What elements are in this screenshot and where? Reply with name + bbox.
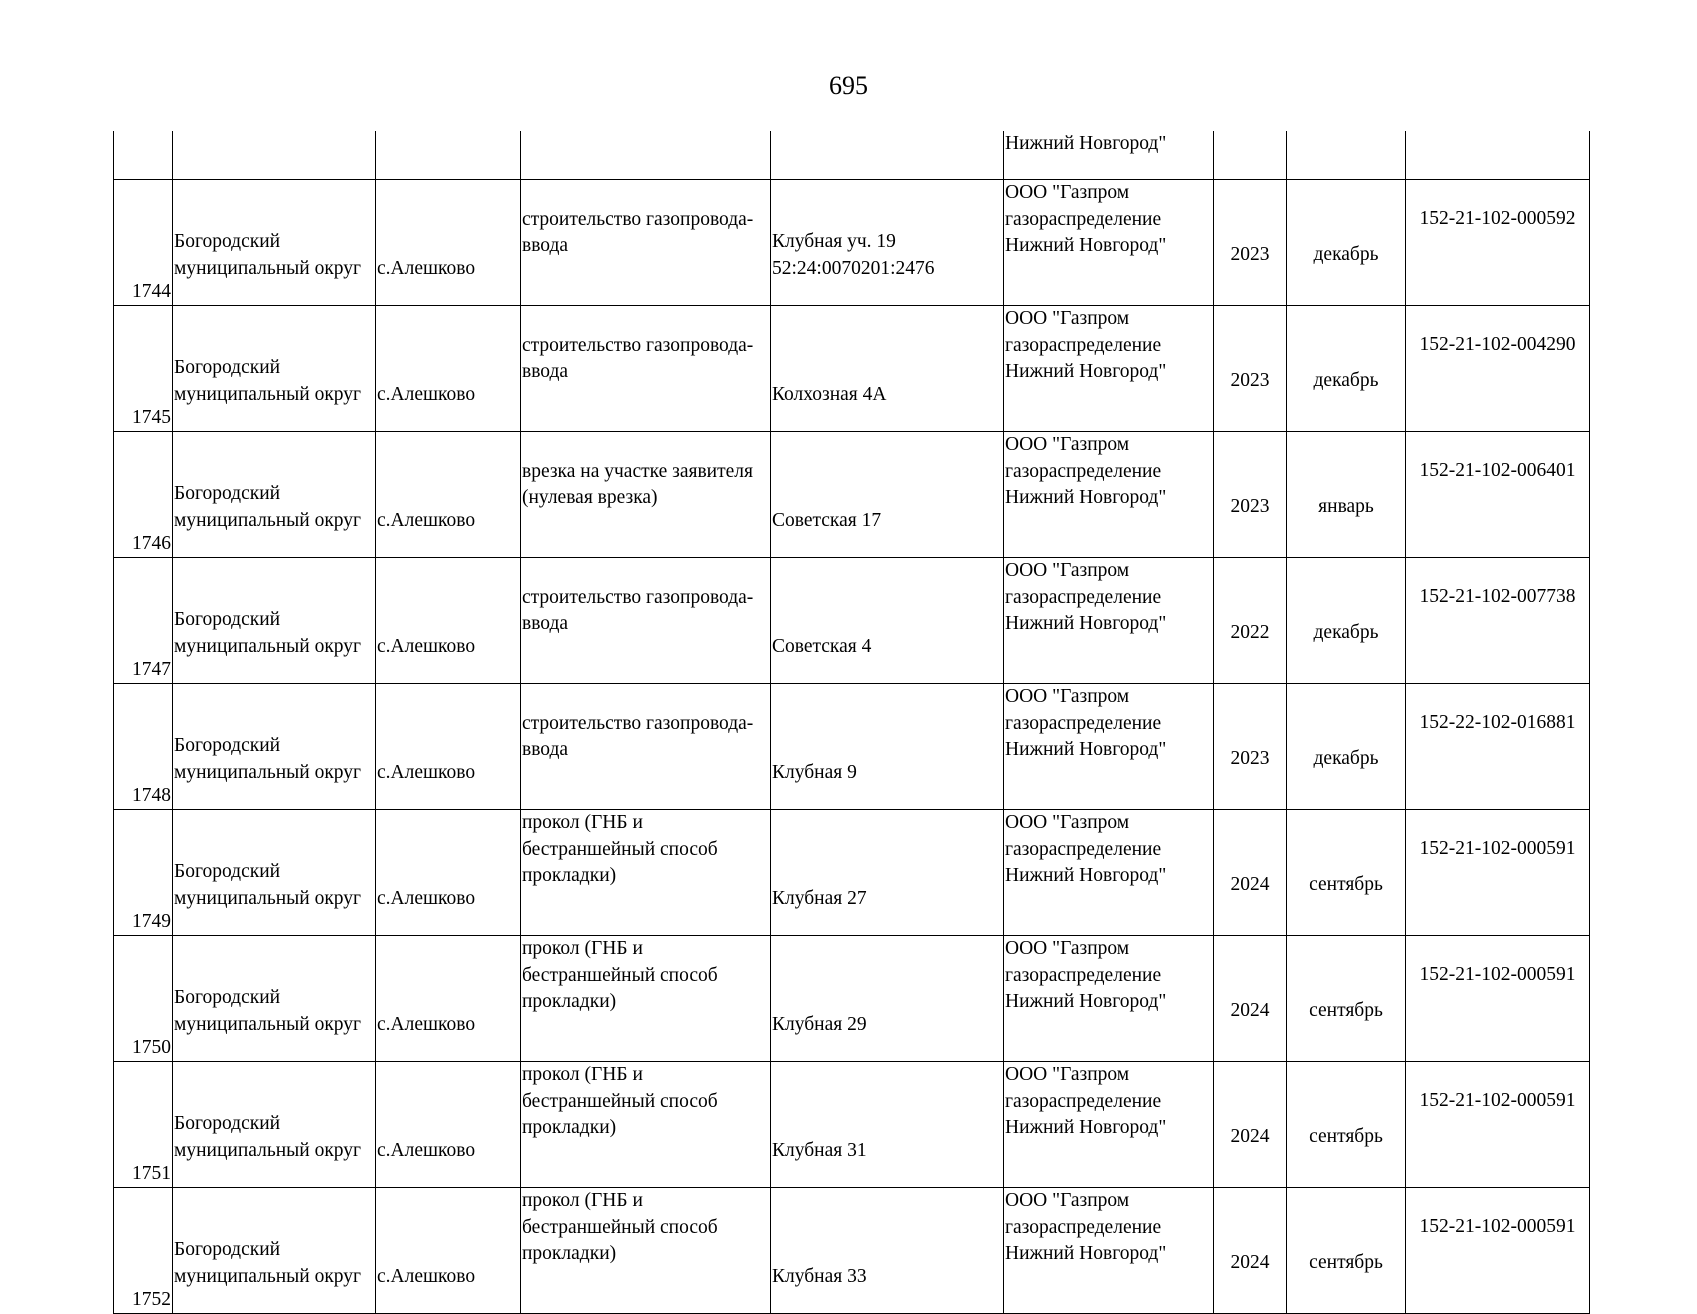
cell-locality: [376, 810, 521, 936]
locality-text: с.Алешково: [377, 1013, 476, 1035]
id-text: 152-21-102-000591: [1419, 838, 1576, 859]
cell-org: [1004, 306, 1214, 432]
org-line: газораспределение: [1005, 208, 1162, 230]
cell-org: [1004, 131, 1214, 180]
work-line: прокол (ГНБ и: [522, 938, 643, 959]
district-line: Богородский: [174, 609, 281, 630]
year-text: 2023: [1230, 370, 1270, 392]
cell-year: [1214, 1062, 1287, 1188]
cell-month: [1287, 1062, 1406, 1188]
cell-month: [1287, 1188, 1406, 1314]
cell-month: [1287, 558, 1406, 684]
cell-month: [1287, 432, 1406, 558]
district-line: Богородский: [174, 231, 281, 252]
org-line: ООО "Газпром: [1005, 1190, 1130, 1211]
cell-id: [1406, 810, 1590, 936]
district-line: муниципальный округ: [174, 1265, 362, 1287]
cell-id: [1406, 1062, 1590, 1188]
cell-num: 1749: [114, 810, 173, 936]
district-line: Богородский: [174, 861, 281, 882]
cell-locality: [376, 432, 521, 558]
org-line: газораспределение: [1005, 1216, 1162, 1238]
district-line: Богородский: [174, 1113, 281, 1134]
cell-address: [771, 432, 1004, 558]
cell-num: 1748: [114, 684, 173, 810]
locality-text: с.Алешково: [377, 1139, 476, 1161]
district-line: муниципальный округ: [174, 761, 362, 783]
org-line: ООО "Газпром: [1005, 1064, 1130, 1085]
cell-work: [521, 1188, 771, 1314]
year-text: 2024: [1230, 1000, 1270, 1022]
cell-address: [771, 936, 1004, 1062]
cell-month: [1287, 131, 1406, 180]
address-line: [772, 355, 1002, 382]
id-text: 152-21-102-004290: [1419, 334, 1576, 355]
district-line: Богородский: [174, 357, 281, 378]
org-line: Нижний Новгород": [1005, 613, 1167, 634]
id-text: 152-21-102-006401: [1419, 460, 1576, 481]
address-line: [772, 1111, 1002, 1138]
table-row: [114, 936, 1590, 1062]
work-line: бестраншейный способ: [522, 838, 718, 860]
work-line: бестраншейный способ: [522, 964, 718, 986]
month-text: сентябрь: [1309, 874, 1383, 896]
cell-org: [1004, 810, 1214, 936]
table-row: [114, 432, 1590, 558]
work-line: ввода: [522, 235, 569, 256]
cell-id: [1406, 936, 1590, 1062]
cell-district: [173, 810, 376, 936]
work-line: строительство газопровода-: [522, 712, 754, 734]
locality-text: с.Алешково: [377, 257, 476, 279]
org-line: газораспределение: [1005, 460, 1162, 482]
cell-id: [1406, 306, 1590, 432]
cell-year: [1214, 684, 1287, 810]
table-row: [114, 810, 1590, 936]
cell-num: 1751: [114, 1062, 173, 1188]
org-line: газораспределение: [1005, 964, 1162, 986]
cell-num: 1752: [114, 1188, 173, 1314]
district-line: муниципальный округ: [174, 1139, 362, 1161]
org-line: газораспределение: [1005, 712, 1162, 734]
cell-locality: [376, 558, 521, 684]
year-text: 2023: [1230, 748, 1270, 770]
year-text: 2023: [1230, 496, 1270, 518]
org-line: Нижний Новгород": [1005, 133, 1167, 154]
address-line: Клубная 29: [772, 1013, 867, 1035]
cell-id: [1406, 684, 1590, 810]
id-text: 152-22-102-016881: [1419, 712, 1576, 733]
cell-locality: [376, 306, 521, 432]
cell-id: [1406, 1188, 1590, 1314]
address-line: Клубная 31: [772, 1139, 867, 1161]
cell-address: [771, 1188, 1004, 1314]
month-text: декабрь: [1313, 244, 1379, 266]
cell-num: 1746: [114, 432, 173, 558]
cell-locality: [376, 684, 521, 810]
cell-district: [173, 432, 376, 558]
cell-month: [1287, 810, 1406, 936]
work-line: прокол (ГНБ и: [522, 812, 643, 833]
cell-work: [521, 684, 771, 810]
cell-locality: [376, 180, 521, 306]
locality-text: с.Алешково: [377, 761, 476, 783]
org-line: ООО "Газпром: [1005, 938, 1130, 959]
work-line: ввода: [522, 361, 569, 382]
cell-locality: [376, 1062, 521, 1188]
cell-num: 1750: [114, 936, 173, 1062]
district-line: Богородский: [174, 483, 281, 504]
month-text: декабрь: [1313, 622, 1379, 644]
cell-month: [1287, 306, 1406, 432]
locality-text: с.Алешково: [377, 383, 476, 405]
cell-district: [173, 936, 376, 1062]
id-text: 152-21-102-000591: [1419, 1216, 1576, 1237]
month-text: сентябрь: [1309, 1000, 1383, 1022]
org-line: ООО "Газпром: [1005, 434, 1130, 455]
cell-work: [521, 936, 771, 1062]
address-line: [772, 859, 1002, 886]
cell-year: [1214, 432, 1287, 558]
address-line: [772, 733, 1002, 760]
work-line: прокладки): [522, 1243, 617, 1264]
month-text: декабрь: [1313, 748, 1379, 770]
cell-year: [1214, 810, 1287, 936]
org-line: ООО "Газпром: [1005, 560, 1130, 581]
id-text: 152-21-102-000591: [1419, 1090, 1576, 1111]
work-line: прокладки): [522, 991, 617, 1012]
org-line: газораспределение: [1005, 334, 1162, 356]
district-line: муниципальный округ: [174, 383, 362, 405]
cell-id: [1406, 558, 1590, 684]
year-text: 2024: [1230, 874, 1270, 896]
work-line: строительство газопровода-: [522, 586, 754, 608]
month-text: декабрь: [1313, 370, 1379, 392]
month-text: январь: [1318, 496, 1374, 518]
page-number: 695: [829, 71, 868, 100]
cell-district: [173, 558, 376, 684]
work-line: (нулевая врезка): [522, 487, 658, 508]
cell-year: [1214, 936, 1287, 1062]
work-line: строительство газопровода-: [522, 334, 754, 356]
id-text: 152-21-102-007738: [1419, 586, 1576, 607]
table-row: [114, 180, 1590, 306]
cell-org: [1004, 936, 1214, 1062]
work-line: прокол (ГНБ и: [522, 1064, 643, 1085]
locality-text: с.Алешково: [377, 635, 476, 657]
locality-text: с.Алешково: [377, 1265, 476, 1287]
cell-org: [1004, 558, 1214, 684]
work-line: бестраншейный способ: [522, 1090, 718, 1112]
org-line: Нижний Новгород": [1005, 361, 1167, 382]
org-line: Нижний Новгород": [1005, 991, 1167, 1012]
cell-id: [1406, 432, 1590, 558]
org-line: Нижний Новгород": [1005, 1243, 1167, 1264]
cell-id: [1406, 131, 1590, 180]
cell-org: [1004, 684, 1214, 810]
org-line: Нижний Новгород": [1005, 865, 1167, 886]
cell-address: [771, 131, 1004, 180]
district-line: муниципальный округ: [174, 1013, 362, 1035]
cell-num: [114, 131, 173, 180]
cell-address: [771, 306, 1004, 432]
cell-work: [521, 432, 771, 558]
cell-work: [521, 1062, 771, 1188]
cell-month: [1287, 684, 1406, 810]
org-line: Нижний Новгород": [1005, 487, 1167, 508]
cell-year: [1214, 306, 1287, 432]
org-line: Нижний Новгород": [1005, 1117, 1167, 1138]
cell-num: 1745: [114, 306, 173, 432]
cell-district: [173, 180, 376, 306]
address-line: [772, 985, 1002, 1012]
id-text: 152-21-102-000591: [1419, 964, 1576, 985]
district-line: муниципальный округ: [174, 509, 362, 531]
district-line: Богородский: [174, 987, 281, 1008]
address-line: Клубная 27: [772, 887, 867, 909]
cell-district: [173, 131, 376, 180]
cell-district: [173, 1062, 376, 1188]
cell-work: [521, 131, 771, 180]
cell-year: [1214, 131, 1287, 180]
cell-locality: [376, 1188, 521, 1314]
cell-month: [1287, 936, 1406, 1062]
district-line: муниципальный округ: [174, 635, 362, 657]
locality-text: с.Алешково: [377, 509, 476, 531]
cell-district: [173, 306, 376, 432]
org-line: Нижний Новгород": [1005, 739, 1167, 760]
cell-district: [173, 1188, 376, 1314]
work-line: строительство газопровода-: [522, 208, 754, 230]
continuation-row: [114, 131, 1590, 180]
org-line: Нижний Новгород": [1005, 235, 1167, 256]
work-line: бестраншейный способ: [522, 1216, 718, 1238]
cell-locality: [376, 131, 521, 180]
work-line: прокол (ГНБ и: [522, 1190, 643, 1211]
org-line: газораспределение: [1005, 586, 1162, 608]
address-line: [772, 481, 1002, 508]
table-row: [114, 558, 1590, 684]
cell-org: [1004, 432, 1214, 558]
cell-locality: [376, 936, 521, 1062]
table-row: [114, 1062, 1590, 1188]
cell-address: [771, 558, 1004, 684]
table-row: [114, 306, 1590, 432]
district-line: Богородский: [174, 1239, 281, 1260]
cell-org: [1004, 1062, 1214, 1188]
address-line: [772, 1237, 1002, 1264]
work-line: ввода: [522, 739, 569, 760]
gasification-register-table: [113, 131, 1590, 1314]
cell-work: [521, 306, 771, 432]
cell-address: [771, 684, 1004, 810]
month-text: сентябрь: [1309, 1252, 1383, 1274]
year-text: 2024: [1230, 1126, 1270, 1148]
year-text: 2023: [1230, 244, 1270, 266]
district-line: муниципальный округ: [174, 887, 362, 909]
cell-org: [1004, 180, 1214, 306]
org-line: ООО "Газпром: [1005, 182, 1130, 203]
work-line: ввода: [522, 613, 569, 634]
address-line: Клубная 9: [772, 761, 857, 783]
org-line: газораспределение: [1005, 838, 1162, 860]
cell-address: [771, 1062, 1004, 1188]
work-line: прокладки): [522, 865, 617, 886]
address-line: Колхозная 4А: [772, 383, 887, 405]
cell-num: 1747: [114, 558, 173, 684]
table-row: [114, 1188, 1590, 1314]
table-row: [114, 684, 1590, 810]
address-line: Клубная 33: [772, 1265, 867, 1287]
cell-id: [1406, 180, 1590, 306]
org-line: ООО "Газпром: [1005, 686, 1130, 707]
cell-year: [1214, 558, 1287, 684]
org-line: ООО "Газпром: [1005, 308, 1130, 329]
cell-district: [173, 684, 376, 810]
cell-work: [521, 558, 771, 684]
address-line: Советская 4: [772, 635, 872, 657]
month-text: сентябрь: [1309, 1126, 1383, 1148]
cell-org: [1004, 1188, 1214, 1314]
table-body: [114, 131, 1590, 1314]
org-line: газораспределение: [1005, 1090, 1162, 1112]
locality-text: с.Алешково: [377, 887, 476, 909]
work-line: врезка на участке заявителя: [522, 460, 753, 482]
cell-month: [1287, 180, 1406, 306]
address-line: Клубная уч. 19: [772, 231, 896, 252]
address-line: Советская 17: [772, 509, 882, 531]
address-line: [772, 607, 1002, 634]
id-text: 152-21-102-000592: [1419, 208, 1576, 229]
address-line: 52:24:0070201:2476: [772, 257, 935, 279]
cell-work: [521, 810, 771, 936]
cell-year: [1214, 180, 1287, 306]
cell-address: [771, 180, 1004, 306]
cell-work: [521, 180, 771, 306]
cell-num: 1744: [114, 180, 173, 306]
year-text: 2022: [1230, 622, 1270, 644]
work-line: прокладки): [522, 1117, 617, 1138]
year-text: 2024: [1230, 1252, 1270, 1274]
cell-year: [1214, 1188, 1287, 1314]
org-line: ООО "Газпром: [1005, 812, 1130, 833]
district-line: Богородский: [174, 735, 281, 756]
district-line: муниципальный округ: [174, 257, 362, 279]
cell-address: [771, 810, 1004, 936]
